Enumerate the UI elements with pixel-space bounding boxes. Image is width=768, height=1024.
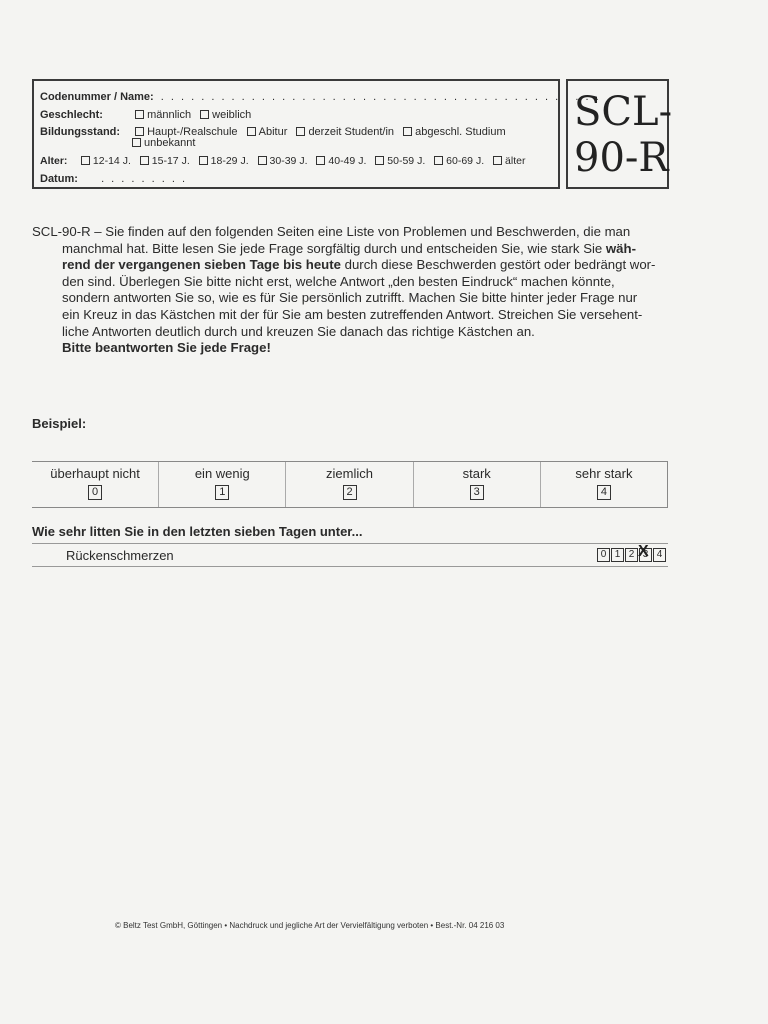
option-alter-1[interactable]: 12-14 J. xyxy=(81,155,131,167)
datum-row xyxy=(40,173,187,185)
example-question: Wie sehr litten Sie in den letzten sieben Tagen unter... xyxy=(32,524,363,539)
checkbox-icon[interactable] xyxy=(316,156,325,165)
instructions-line-3: rend der vergangenen sieben Tage bis heute durch diese Beschwerden gestört oder bedrängt wor- xyxy=(62,257,656,273)
scale-option-4: sehr stark 4 xyxy=(541,462,668,507)
datum-label: Datum: xyxy=(40,173,78,185)
checkbox-icon[interactable] xyxy=(199,156,208,165)
scale-option-1: ein wenig 1 xyxy=(159,462,286,507)
example-label: Beispiel: xyxy=(32,416,87,431)
codenummer-field[interactable]: . . . . . . . . . . . . . . . . . . . . . . . . . . . . . . . . . . . . . . . . . . . . xyxy=(160,91,601,103)
bildung-row-2 xyxy=(132,137,201,149)
checkbox-icon[interactable] xyxy=(403,127,412,136)
instructions-line-5: sondern antworten Sie so, wie es für Sie persönlich zutrifft. Machen Sie bitte hinter jeder Frage nur xyxy=(62,290,638,306)
geschlecht-label: Geschlecht: xyxy=(40,109,103,121)
option-alter-4[interactable]: 30-39 J. xyxy=(258,155,308,167)
codenummer-label: Codenummer / Name: xyxy=(40,91,154,103)
logo-line-2: 90-R xyxy=(574,135,669,181)
checkbox-icon[interactable] xyxy=(140,156,149,165)
instructions-line-6: ein Kreuz in das Kästchen mit der für Sie am besten zutreffenden Antwort. Streichen Sie versehent- xyxy=(62,306,643,322)
checkbox-icon[interactable] xyxy=(135,110,144,119)
scale-option-3: stark 3 xyxy=(414,462,541,507)
instructions-line-2: manchmal hat. Bitte lesen Sie jede Frage sorgfältig durch und entscheiden Sie, wie stark Sie wäh- xyxy=(62,240,636,256)
scale-option-0: überhaupt nicht 0 xyxy=(32,462,159,507)
checkbox-icon[interactable] xyxy=(81,156,90,165)
option-haupt-realschule[interactable]: Haupt-/Realschule xyxy=(135,126,238,138)
example-answer-boxes xyxy=(596,548,666,562)
response-scale xyxy=(32,461,668,508)
option-alter-6[interactable]: 50-59 J. xyxy=(375,155,425,167)
answer-box-2[interactable]: 2 xyxy=(625,548,638,562)
scl-90-r-logo xyxy=(566,79,673,189)
option-abitur[interactable]: Abitur xyxy=(247,126,288,138)
checkbox-icon[interactable] xyxy=(375,156,384,165)
option-unbekannt[interactable]: unbekannt xyxy=(132,137,195,149)
answer-box-4[interactable]: 4 xyxy=(653,548,666,562)
instructions-line-4: den sind. Überlegen Sie bitte nicht erst, welche Antwort „den besten Eindruck“ machen könnte, xyxy=(62,273,615,289)
answer-box-1[interactable]: 1 xyxy=(611,548,624,562)
copyright-footer: © Beltz Test GmbH, Göttingen • Nachdruck und jegliche Art der Vervielfältigung verboten • Best.-Nr. 04 216 03 xyxy=(115,921,505,930)
option-studium[interactable]: abgeschl. Studium xyxy=(403,126,506,138)
option-alter-5[interactable]: 40-49 J. xyxy=(316,155,366,167)
option-alter-3[interactable]: 18-29 J. xyxy=(199,155,249,167)
instructions xyxy=(32,224,672,357)
instructions-emphasis: Bitte beantworten Sie jede Frage! xyxy=(62,340,271,356)
instructions-line-1: SCL-90-R – Sie finden auf den folgenden Seiten eine Liste von Problemen und Beschwerden, die man xyxy=(32,224,631,239)
option-weiblich[interactable]: weiblich xyxy=(200,109,251,121)
checkbox-icon[interactable] xyxy=(135,127,144,136)
checkbox-icon[interactable] xyxy=(200,110,209,119)
instructions-line-7: liche Antworten deutlich durch und kreuzen Sie danach das richtige Kästchen an. xyxy=(62,323,535,339)
checkbox-icon[interactable] xyxy=(247,127,256,136)
option-alter-8[interactable]: älter xyxy=(493,155,525,167)
checkbox-icon[interactable] xyxy=(132,138,141,147)
datum-field[interactable]: . . . . . . . . . xyxy=(101,173,188,185)
checkbox-icon[interactable] xyxy=(296,127,305,136)
codenummer-row xyxy=(40,91,601,103)
logo-line-1: SCL- xyxy=(574,89,673,135)
option-alter-7[interactable]: 60-69 J. xyxy=(434,155,484,167)
example-item-label: Rückenschmerzen xyxy=(66,548,174,563)
option-alter-2[interactable]: 15-17 J. xyxy=(140,155,190,167)
example-item-row xyxy=(32,543,668,567)
bildung-label: Bildungsstand: xyxy=(40,126,121,138)
bildung-row xyxy=(40,126,512,138)
alter-row xyxy=(40,155,531,167)
answer-box-0[interactable]: 0 xyxy=(597,548,610,562)
scale-option-2: ziemlich 2 xyxy=(286,462,413,507)
geschlecht-row xyxy=(40,109,257,121)
checkbox-icon[interactable] xyxy=(258,156,267,165)
option-maennlich[interactable]: männlich xyxy=(135,109,191,121)
alter-label: Alter: xyxy=(40,155,68,167)
checkbox-icon[interactable] xyxy=(434,156,443,165)
option-student[interactable]: derzeit Student/in xyxy=(296,126,394,138)
checkbox-icon[interactable] xyxy=(493,156,502,165)
answer-box-3[interactable]: 3 X xyxy=(639,548,652,562)
